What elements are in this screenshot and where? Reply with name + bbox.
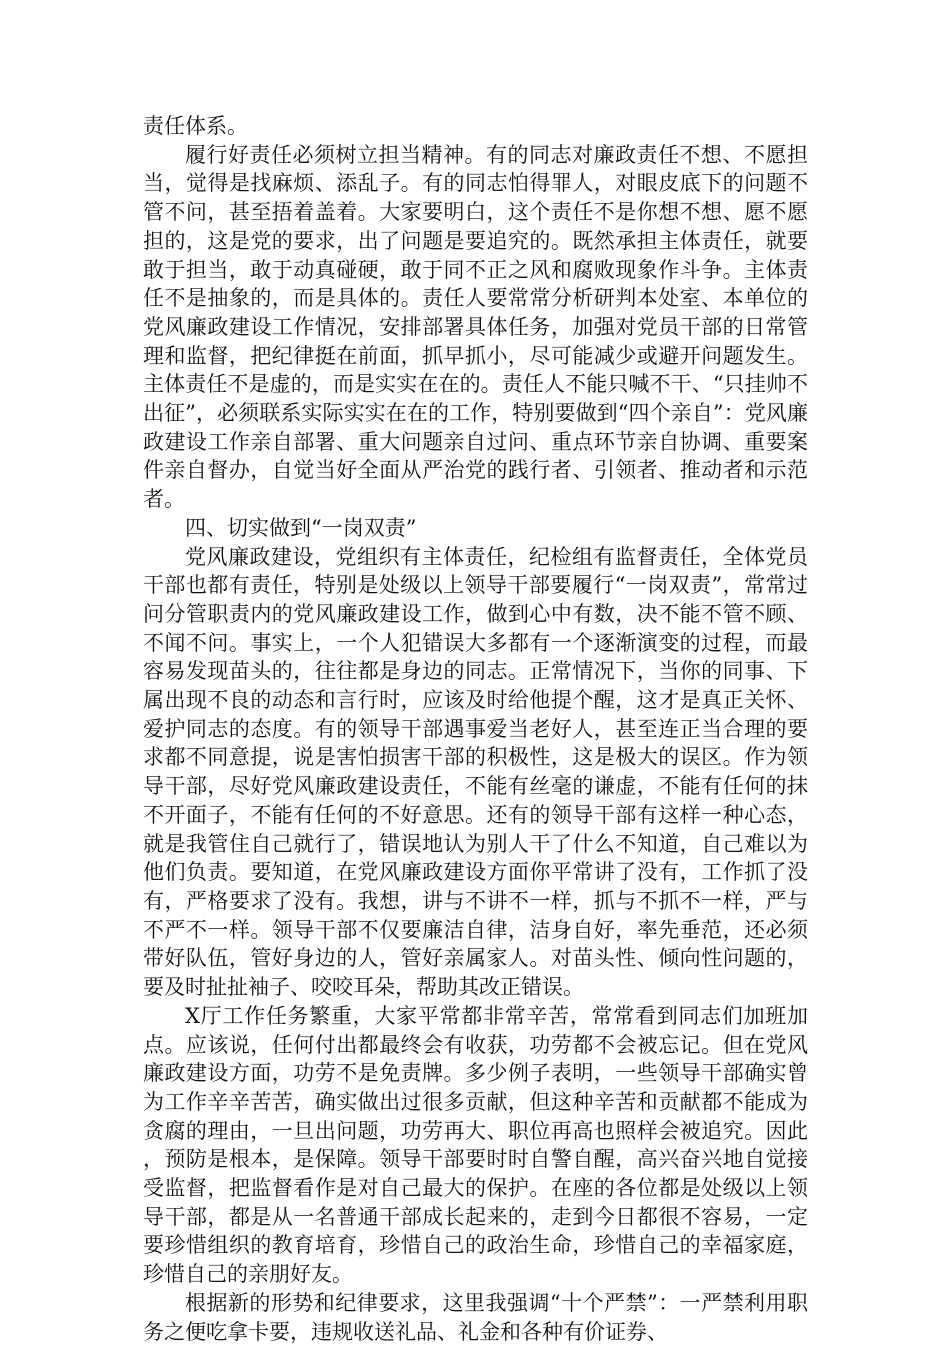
section-heading-4: 四、切实做到“一岗双责”	[185, 515, 417, 540]
paragraph-2: 党风廉政建设，党组织有主体责任，纪检组有监督责任，全体党员干部也都有责任，特别是处级以上领导干部要履行“一岗双责”，常常过问分管职责内的党风廉政建设工作，做到心中有数，决不能不管不顾、不闻不问。事实上，一个人犯错误大多都有一个逐渐演变的过程，而最容易发现苗头的，往往都是身边的同志。正常情况下，当你的同事、下属出现不良的动态和言行时，应该及时给他提个醒，这才是真正关怀、爱护同志的态度。有的领导干部遇事爱当老好人，甚至连正当合理的要求都不同意提，说是害怕损害干部的积极性，这是极大的误区。作为领导干部，尽好党风廉政建设责任，不能有丝毫的谦虚，不能有任何的抹不开面子，不能有任何的不好意思。还有的领导干部有这样一种心态，就是我管住自己就行了，错误地认为别人干了什么不知道，自己难以为他们负责。要知道，在党风廉政建设方面你平常讲了没有，工作抓了没有，严格要求了没有。我想，讲与不讲不一样，抓与不抓不一样，严与不严不一样。领导干部不仅要廉洁自律，洁身自好，率先垂范，还必须带好队伍，管好身边的人，管好亲属家人。对苗头性、倾向性问题的，要及时扯扯袖子、咬咬耳朵，帮助其改正错误。	[143, 544, 808, 1000]
paragraph-4: 根据新的形势和纪律要求，这里我强调“十个严禁”：一严禁利用职务之便吃拿卡要，违规收送礼品、礼金和各种有价证券、	[143, 1290, 808, 1344]
paragraph-3: X厅工作任务繁重，大家平常都非常辛苦，常常看到同志们加班加点。应该说，任何付出都最终会有收获，功劳都不会被忘记。但在党风廉政建设方面，功劳不是免责牌。多少例子表明，一些领导干部确实曾为工作辛辛苦苦，确实做出过很多贡献，但这种辛苦和贡献都不能成为贪腐的理由，一旦出问题，功劳再大、职位再高也照样会被追究。因此，预防是根本，是保障。领导干部要时时自警自醒，高兴奋兴地自觉接受监督，把监督看作是对自己最大的保护。在座的各位都是处级以上领导干部，都是从一名普通干部成长起来的，走到今日都很不容易，一定要珍惜组织的教育培育，珍惜自己的政治生命，珍惜自己的幸福家庭，珍惜自己的亲朋好友。	[143, 1003, 808, 1287]
paragraph-0: 责任体系。	[143, 114, 248, 138]
paragraph-1: 履行好责任必须树立担当精神。有的同志对廉政责任不想、不愿担当，觉得是找麻烦、添乱子。有的同志怕得罪人，对眼皮底下的问题不管不问，甚至捂着盖着。大家要明白，这个责任不是你想不想、愿不愿担的，这是党的要求，出了问题是要追究的。既然承担主体责任，就要敢于担当，敢于动真碰硬，敢于同不正之风和腐败现象作斗争。主体责任不是抽象的，而是具体的。责任人要常常分析研判本处室、本单位的党风廉政建设工作情况，安排部署具体任务，加强对党员干部的日常管理和监督，把纪律挺在前面，抓早抓小，尽可能减少或避开问题发生。主体责任不是虚的，而是实实在在的。责任人不能只喊不干、“只挂帅不出征”，必须联系实际实实在在的工作，特别要做到“四个亲自”：党风廉政建设工作亲自部署、重大问题亲自过问、重点环节亲自协调、重要案件亲自督办，自觉当好全面从严治党的践行者、引领者、推动者和示范者。	[143, 142, 808, 512]
document-page	[143, 112, 808, 1346]
